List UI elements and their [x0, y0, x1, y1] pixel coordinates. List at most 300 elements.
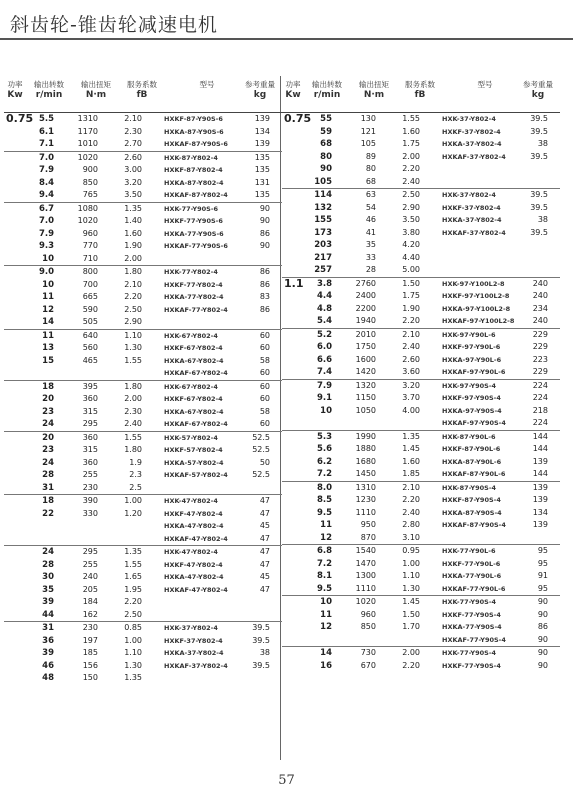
- torque-cell: 1420: [355, 367, 376, 376]
- model-cell: HXK-97-Y90S-4: [442, 381, 497, 390]
- speed-cell: 8.5: [316, 495, 332, 505]
- model-cell: HXKF-77-Y802-4: [164, 280, 223, 289]
- service-factor-cell: 1.60: [402, 456, 420, 466]
- torque-cell: 130: [360, 114, 376, 123]
- header-speed: [308, 79, 346, 101]
- model-cell: HXK-67-Y802-4: [164, 382, 218, 391]
- table-row: [282, 430, 560, 444]
- model-cell: HXKAF-37-Y802-4: [164, 661, 228, 670]
- model-cell: HXK-37-Y802-4: [442, 115, 496, 123]
- torque-cell: 68: [365, 176, 376, 186]
- speed-cell: 11: [42, 330, 54, 341]
- torque-cell: 770: [82, 241, 98, 250]
- table-row: [4, 291, 282, 304]
- model-cell: HXKF-87-Y90S-6: [164, 115, 223, 123]
- speed-cell: 7.1: [38, 139, 54, 149]
- speed-cell: 14: [320, 648, 332, 658]
- service-factor-cell: 2.40: [402, 176, 420, 186]
- speed-cell: 173: [314, 227, 332, 238]
- table-row: [282, 188, 560, 202]
- table-row: [4, 672, 282, 685]
- torque-cell: 240: [82, 572, 98, 581]
- table-row: [282, 328, 560, 342]
- torque-cell: 850: [82, 177, 98, 187]
- speed-cell: 28: [42, 470, 54, 480]
- speed-cell: 80: [320, 151, 332, 162]
- service-factor-cell: 3.50: [402, 215, 420, 224]
- torque-cell: 35: [365, 240, 376, 249]
- torque-cell: 1750: [355, 342, 376, 351]
- service-factor-cell: 1.60: [124, 228, 142, 238]
- model-cell: HXKAF-87-Y90L-6: [442, 470, 506, 478]
- header-weight-label: 参考重量: [523, 80, 553, 89]
- model-cell: HXKAF-97-Y90L-6: [442, 368, 506, 376]
- weight-cell: 60: [259, 381, 270, 391]
- service-factor-cell: 2.30: [124, 406, 142, 416]
- table-row: [4, 189, 282, 202]
- header-power-label: 功率: [7, 80, 23, 89]
- header-speed-unit: r/min: [313, 90, 341, 100]
- torque-cell: 1450: [355, 469, 376, 478]
- weight-cell: 131: [254, 177, 270, 187]
- table-header: [4, 76, 282, 113]
- header-service-unit: fB: [136, 90, 148, 100]
- weight-cell: 47: [259, 496, 270, 505]
- table-row: [282, 646, 560, 660]
- table-row: [4, 559, 282, 572]
- model-cell: HXKAF-37-Y802-4: [442, 228, 506, 237]
- speed-cell: 6.0: [316, 342, 332, 352]
- table-row: [282, 417, 560, 430]
- model-cell: HXKA-87-Y90S-6: [164, 127, 224, 136]
- weight-cell: 144: [532, 469, 548, 478]
- torque-cell: 80: [365, 164, 376, 173]
- speed-cell: 7.9: [316, 380, 332, 391]
- torque-cell: 670: [360, 660, 376, 670]
- table-row: [282, 315, 560, 328]
- table-row: [4, 406, 282, 419]
- service-factor-cell: 1.80: [124, 445, 142, 454]
- header-weight-unit: kg: [253, 90, 267, 100]
- model-cell: HXKF-97-Y90L-6: [442, 343, 501, 351]
- torque-cell: 330: [82, 508, 98, 518]
- table-row: [4, 469, 282, 482]
- table-row: [282, 354, 560, 367]
- weight-cell: 39.5: [252, 635, 270, 645]
- model-cell: HXKF-87-Y802-4: [164, 166, 223, 174]
- model-cell: HXKAF-67-Y802-4: [164, 369, 228, 377]
- torque-cell: 150: [82, 673, 98, 682]
- speed-cell: 5.5: [38, 114, 54, 124]
- table-row: [4, 265, 282, 279]
- weight-cell: 52.5: [252, 470, 270, 479]
- service-factor-cell: 1.75: [402, 139, 420, 148]
- model-cell: HXKF-77-Y90S-6: [164, 217, 223, 225]
- speed-cell: 10: [320, 405, 332, 416]
- torque-cell: 960: [82, 228, 98, 238]
- table-row: [4, 494, 282, 508]
- service-factor-cell: 1.30: [124, 660, 142, 670]
- table-row: [4, 609, 282, 622]
- torque-cell: 2200: [355, 303, 376, 313]
- torque-cell: 1230: [355, 495, 376, 504]
- header-model: [172, 79, 242, 90]
- model-cell: HXK-87-Y90L-6: [442, 432, 496, 441]
- weight-cell: 52.5: [252, 432, 270, 442]
- weight-cell: 39.5: [252, 623, 270, 632]
- table-row: [4, 113, 282, 126]
- header-speed-label: 输出转数: [34, 80, 64, 89]
- header-power: [282, 79, 304, 101]
- table-row: [4, 202, 282, 216]
- weight-cell: 224: [532, 380, 548, 390]
- table-row: [282, 113, 560, 126]
- weight-cell: 38: [537, 139, 548, 148]
- header-speed-unit: r/min: [35, 90, 63, 100]
- speed-cell: 7.0: [38, 216, 54, 226]
- weight-cell: 135: [254, 190, 270, 199]
- model-cell: HXKF-47-Y802-4: [164, 509, 223, 518]
- weight-cell: 58: [259, 406, 270, 416]
- weight-cell: 47: [259, 559, 270, 569]
- service-factor-cell: 1.55: [402, 114, 420, 123]
- speed-cell: 14: [42, 317, 54, 327]
- torque-cell: 185: [82, 648, 98, 657]
- speed-cell: 8.4: [38, 177, 54, 188]
- speed-cell: 5.2: [316, 329, 332, 340]
- table-row: [282, 519, 560, 532]
- speed-cell: 10: [320, 597, 332, 607]
- speed-cell: 20: [42, 432, 54, 443]
- torque-cell: 63: [365, 190, 376, 199]
- speed-cell: 114: [314, 190, 332, 200]
- torque-cell: 255: [82, 470, 98, 479]
- service-factor-cell: 2.10: [402, 482, 420, 492]
- torque-cell: 590: [82, 304, 98, 314]
- table-row: [4, 151, 282, 165]
- weight-cell: 91: [537, 571, 548, 580]
- service-factor-cell: 2.00: [402, 648, 420, 657]
- model-cell: HXKA-97-Y90L-6: [442, 355, 502, 364]
- service-factor-cell: 2.80: [402, 520, 420, 529]
- torque-cell: 765: [82, 190, 98, 199]
- weight-cell: 86: [259, 304, 270, 314]
- weight-cell: 224: [532, 393, 548, 402]
- table-row: [282, 379, 560, 393]
- weight-cell: 39.5: [530, 114, 548, 123]
- weight-cell: 90: [259, 216, 270, 225]
- speed-cell: 10: [42, 279, 54, 290]
- left-table-body: [4, 113, 282, 685]
- torque-cell: 560: [82, 343, 98, 352]
- torque-cell: 465: [82, 355, 98, 365]
- service-factor-cell: 2.00: [402, 151, 420, 161]
- weight-cell: 95: [537, 583, 548, 593]
- service-factor-cell: 1.65: [124, 572, 142, 581]
- weight-cell: 45: [259, 572, 270, 581]
- speed-cell: 4.4: [316, 291, 332, 301]
- table-row: [4, 596, 282, 609]
- table-header: [282, 76, 560, 113]
- table-row: [282, 558, 560, 571]
- title-rule: [0, 38, 573, 40]
- model-cell: HXKA-97-Y100L2-8: [442, 304, 511, 313]
- service-factor-cell: 1.35: [402, 431, 420, 441]
- torque-cell: 197: [82, 635, 98, 645]
- model-cell: HXK-77-Y90S-6: [164, 204, 219, 213]
- speed-cell: 44: [42, 609, 54, 620]
- header-torque-label: 输出扭矩: [81, 80, 111, 89]
- model-cell: HXKAF-87-Y90S-6: [164, 140, 228, 148]
- torque-cell: 1600: [355, 354, 376, 364]
- torque-cell: 46: [365, 215, 376, 224]
- header-service: [122, 79, 162, 101]
- table-row: [4, 444, 282, 457]
- header-torque-label: 输出扭矩: [359, 80, 389, 89]
- service-factor-cell: 2.20: [402, 495, 420, 504]
- header-service-label: 服务系数: [127, 80, 157, 89]
- table-row: [4, 584, 282, 597]
- model-cell: HXKAF-47-Y802-4: [164, 585, 228, 594]
- table-row: [4, 635, 282, 648]
- service-factor-cell: 2.20: [124, 292, 142, 301]
- page-title: 斜齿轮-锥齿轮减速电机: [10, 14, 218, 36]
- model-cell: HXKAF-97-Y90S-4: [442, 419, 506, 427]
- model-cell: HXKF-67-Y802-4: [164, 395, 223, 403]
- torque-cell: 960: [360, 609, 376, 619]
- power-cell: 0.75: [284, 112, 312, 125]
- model-cell: HXKAF-97-Y100L2-8: [442, 317, 515, 325]
- service-factor-cell: 2.50: [402, 190, 420, 199]
- service-factor-cell: 2.50: [124, 609, 142, 619]
- service-factor-cell: 1.80: [124, 381, 142, 391]
- torque-cell: 230: [82, 623, 98, 632]
- table-row: [282, 660, 560, 673]
- weight-cell: 90: [537, 648, 548, 657]
- service-factor-cell: 2.20: [402, 316, 420, 325]
- torque-cell: 1050: [355, 405, 376, 415]
- model-cell: HXK-87-Y802-4: [164, 153, 218, 162]
- model-cell: HXKAF-37-Y802-4: [442, 152, 506, 161]
- torque-cell: 710: [82, 253, 98, 263]
- speed-cell: 18: [42, 381, 54, 392]
- speed-cell: 23: [42, 445, 54, 455]
- torque-cell: 800: [82, 267, 98, 276]
- speed-cell: 5.4: [316, 316, 332, 326]
- weight-cell: 240: [532, 316, 548, 325]
- table-row: [282, 609, 560, 622]
- table-row: [4, 660, 282, 673]
- model-cell: HXKF-87-Y90L-6: [442, 445, 501, 453]
- table-row: [4, 380, 282, 394]
- model-cell: HXKF-77-Y90L-6: [442, 559, 501, 568]
- speed-cell: 5.3: [316, 431, 332, 442]
- weight-cell: 218: [532, 405, 548, 415]
- torque-cell: 28: [365, 265, 376, 274]
- speed-cell: 9.5: [316, 583, 332, 594]
- table-row: [282, 290, 560, 303]
- weight-cell: 45: [259, 521, 270, 530]
- model-cell: HXKA-37-Y802-4: [442, 140, 502, 148]
- weight-cell: 95: [537, 546, 548, 555]
- speed-cell: 7.9: [38, 228, 54, 239]
- torque-cell: 1470: [355, 558, 376, 568]
- weight-cell: 134: [254, 126, 270, 136]
- weight-cell: 139: [532, 456, 548, 466]
- model-cell: HXK-47-Y802-4: [164, 548, 218, 556]
- service-factor-cell: 1.60: [402, 126, 420, 136]
- service-factor-cell: 1.70: [402, 622, 420, 631]
- speed-cell: 6.8: [316, 546, 332, 556]
- model-cell: HXKF-97-Y90S-4: [442, 394, 501, 402]
- table-row: [282, 252, 560, 265]
- service-factor-cell: 1.00: [124, 496, 142, 505]
- table-row: [4, 253, 282, 266]
- speed-cell: 257: [314, 265, 332, 275]
- torque-cell: 121: [360, 126, 376, 136]
- header-torque: [354, 79, 394, 101]
- model-cell: HXKA-77-Y90L-6: [442, 572, 502, 580]
- table-row: [4, 621, 282, 635]
- table-row: [282, 621, 560, 634]
- service-factor-cell: 4.20: [402, 240, 420, 249]
- service-factor-cell: 2.10: [124, 279, 142, 289]
- weight-cell: 240: [532, 278, 548, 288]
- torque-cell: 1020: [77, 152, 98, 162]
- table-row: [4, 431, 282, 445]
- service-factor-cell: 4.00: [402, 405, 420, 415]
- table-row: [4, 215, 282, 228]
- speed-cell: 6.6: [316, 354, 332, 365]
- model-cell: HXKF-77-Y90S-4: [442, 661, 501, 670]
- torque-cell: 1110: [355, 507, 376, 517]
- weight-cell: 134: [532, 507, 548, 517]
- speed-cell: 4.8: [316, 303, 332, 314]
- speed-cell: 30: [42, 572, 54, 582]
- torque-cell: 105: [360, 139, 376, 148]
- model-cell: HXKA-87-Y90L-6: [442, 457, 502, 466]
- torque-cell: 1020: [355, 597, 376, 606]
- torque-cell: 1170: [77, 126, 98, 136]
- weight-cell: 39.5: [530, 190, 548, 199]
- service-factor-cell: 1.55: [124, 432, 142, 442]
- table-row: [282, 126, 560, 139]
- table-row: [4, 228, 282, 241]
- model-cell: HXKAF-47-Y802-4: [164, 534, 228, 543]
- torque-cell: 1080: [77, 203, 98, 213]
- speed-cell: 48: [42, 673, 54, 683]
- torque-cell: 1990: [355, 431, 376, 441]
- model-cell: HXK-77-Y802-4: [164, 268, 218, 276]
- service-factor-cell: 1.10: [402, 571, 420, 580]
- service-factor-cell: 3.60: [402, 367, 420, 376]
- service-factor-cell: 2.90: [402, 202, 420, 212]
- weight-cell: 47: [259, 508, 270, 518]
- model-cell: HXKAF-87-Y90S-4: [442, 521, 506, 529]
- weight-cell: 139: [254, 114, 270, 123]
- torque-cell: 54: [365, 202, 376, 212]
- model-cell: HXKAF-77-Y90L-6: [442, 584, 506, 593]
- speed-cell: 68: [320, 139, 332, 149]
- weight-cell: 229: [532, 329, 548, 339]
- model-cell: HXKA-67-Y802-4: [164, 356, 224, 365]
- table-row: [4, 533, 282, 546]
- table-row: [282, 264, 560, 277]
- weight-cell: 86: [537, 622, 548, 631]
- right-table-body: [282, 113, 560, 672]
- torque-cell: 1010: [77, 139, 98, 148]
- weight-cell: 86: [259, 267, 270, 276]
- table-row: [282, 151, 560, 164]
- torque-cell: 295: [82, 547, 98, 556]
- weight-cell: 39.5: [530, 227, 548, 237]
- model-cell: HXKAF-77-Y802-4: [164, 305, 228, 314]
- model-cell: HXKF-37-Y802-4: [442, 127, 501, 136]
- service-factor-cell: 1.90: [124, 241, 142, 250]
- header-weight: [518, 79, 558, 101]
- service-factor-cell: 2.00: [124, 253, 142, 263]
- table-row: [4, 126, 282, 139]
- model-cell: HXKA-97-Y90S-4: [442, 406, 502, 415]
- left-table: [4, 76, 282, 685]
- torque-cell: 360: [82, 432, 98, 442]
- model-cell: HXKF-37-Y802-4: [442, 203, 501, 212]
- speed-cell: 7.4: [316, 367, 332, 377]
- weight-cell: 90: [259, 203, 270, 213]
- model-cell: HXKA-47-Y802-4: [164, 522, 224, 530]
- torque-cell: 33: [365, 252, 376, 262]
- torque-cell: 1020: [77, 216, 98, 225]
- speed-cell: 11: [42, 292, 54, 302]
- service-factor-cell: 3.00: [124, 165, 142, 174]
- speed-cell: 31: [42, 623, 54, 633]
- speed-cell: 22: [42, 508, 54, 519]
- service-factor-cell: 2.50: [124, 304, 142, 314]
- header-service-label: 服务系数: [405, 80, 435, 89]
- speed-cell: 203: [314, 240, 332, 250]
- torque-cell: 295: [82, 419, 98, 428]
- weight-cell: 47: [259, 533, 270, 543]
- torque-cell: 1540: [355, 546, 376, 555]
- service-factor-cell: 1.10: [124, 330, 142, 340]
- model-cell: HXKA-77-Y90S-6: [164, 229, 224, 238]
- table-row: [4, 355, 282, 368]
- weight-cell: 83: [259, 292, 270, 301]
- torque-cell: 360: [82, 394, 98, 403]
- torque-cell: 395: [82, 381, 98, 391]
- model-cell: HXKA-37-Y802-4: [164, 649, 224, 657]
- service-factor-cell: 2.3: [129, 470, 142, 479]
- table-row: [4, 520, 282, 533]
- torque-cell: 315: [82, 445, 98, 454]
- power-cell: 1.1: [284, 276, 304, 290]
- torque-cell: 1320: [355, 380, 376, 390]
- header-torque-unit: N·m: [363, 90, 385, 100]
- speed-cell: 24: [42, 547, 54, 557]
- torque-cell: 89: [365, 151, 376, 161]
- service-factor-cell: 0.85: [124, 623, 142, 632]
- service-factor-cell: 1.90: [402, 303, 420, 313]
- table-row: [4, 545, 282, 559]
- model-cell: HXK-57-Y802-4: [164, 433, 218, 442]
- header-service: [400, 79, 440, 101]
- table-row: [4, 138, 282, 151]
- torque-cell: 315: [82, 406, 98, 416]
- speed-cell: 9.3: [38, 241, 54, 251]
- model-cell: HXKA-47-Y802-4: [164, 573, 224, 581]
- weight-cell: 50: [259, 457, 270, 467]
- table-row: [282, 494, 560, 507]
